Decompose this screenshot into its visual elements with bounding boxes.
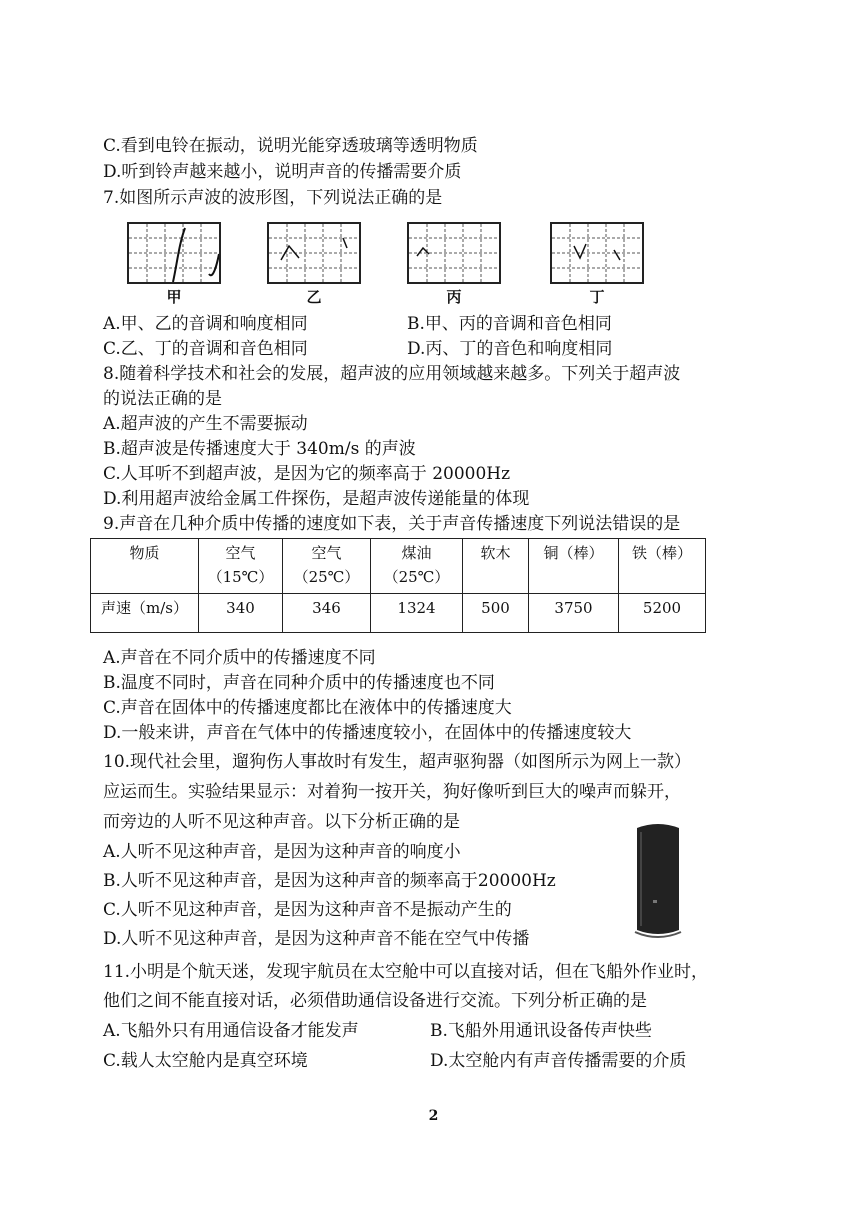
table-cell: 500 [463,594,529,633]
table-cell: 346 [283,594,371,633]
table-cell: 5200 [619,594,706,633]
q9-stem: 9.声音在几种介质中传播的速度如下表，关于声音传播速度下列说法错误的是 [103,514,681,534]
q9-option-a: A.声音在不同介质中的传播速度不同 [103,648,376,668]
q8-stem: 8.随着科学技术和社会的发展，超声波的应用领域越来越多。下列关于超声波 [103,364,681,384]
waveform-figure [127,222,667,286]
waveform-bing [407,222,501,284]
waveform-label-yi: 乙 [306,288,322,306]
q10-stem-cont: 应运而生。实验结果显示：对着狗一按开关，狗好像听到巨大的噪声而躲开， [103,782,681,802]
q6-option-c: C.看到电铃在振动，说明光能穿透玻璃等透明物质 [103,136,478,156]
q8-option-a: A.超声波的产生不需要振动 [103,414,308,434]
header-cell: 软木 [463,539,529,594]
q9-option-b: B.温度不同时，声音在同种介质中的传播速度也不同 [103,673,495,693]
table-row [91,594,706,633]
q7-option-a: A.甲、乙的音调和响度相同 [103,314,308,334]
table-cell: 声速（m/s） [91,594,199,633]
q11-stem-cont: 他们之间不能直接对话，必须借助通信设备进行交流。下列分析正确的是 [103,991,647,1011]
waveform-jia [127,222,221,284]
header-cell: 空气 （15℃） [199,539,283,594]
waveform-label-jia: 甲 [166,288,182,306]
q8-option-d: D.利用超声波给金属工件探伤，是超声波传递能量的体现 [103,489,530,509]
q10-stem-cont2: 而旁边的人听不见这种声音。以下分析正确的是 [103,812,460,832]
q7-option-b: B.甲、丙的音调和音色相同 [407,314,612,334]
q11-option-b: B.飞船外用通讯设备传声快些 [430,1021,652,1041]
q8-option-c: C.人耳听不到超声波，是因为它的频率高于 20000Hz [103,464,511,484]
table-header-row [91,539,706,594]
q11-option-a: A.飞船外只有用通信设备才能发声 [103,1021,359,1041]
q10-option-b: B.人听不见这种声音，是因为这种声音的频率高于20000Hz [103,871,556,891]
waveform-label-bing: 丙 [446,288,462,306]
header-cell: 煤油 （25℃） [371,539,463,594]
waveform-label-ding: 丁 [589,288,605,306]
table-cell: 1324 [371,594,463,633]
q10-option-a: A.人听不见这种声音，是因为这种声音的响度小 [103,842,461,862]
q6-option-d: D.听到铃声越来越小，说明声音的传播需要介质 [103,162,462,182]
q11-option-c: C.载人太空舱内是真空环境 [103,1051,308,1071]
q7-option-c: C.乙、丁的音调和音色相同 [103,339,308,359]
q10-option-c: C.人听不见这种声音，是因为这种声音不是振动产生的 [103,900,512,920]
waveform-yi [267,222,361,284]
q7-option-d: D.丙、丁的音色和响度相同 [407,339,613,359]
header-cell: 铜（棒） [529,539,619,594]
ultrasonic-dog-repeller-image [633,822,683,940]
table-cell: 340 [199,594,283,633]
q10-option-d: D.人听不见这种声音，是因为这种声音不能在空气中传播 [103,929,530,949]
table-cell: 3750 [529,594,619,633]
page-number: 2 [428,1108,439,1124]
q8-option-b: B.超声波是传播速度大于 340m/s 的声波 [103,439,416,459]
q7-stem: 7.如图所示声波的波形图，下列说法正确的是 [103,188,443,208]
q9-option-d: D.一般来讲，声音在气体中的传播速度较小，在固体中的传播速度较大 [103,723,632,743]
q8-stem-cont: 的说法正确的是 [103,389,222,409]
header-cell: 物质 [91,539,199,594]
header-cell: 空气 （25℃） [283,539,371,594]
sound-speed-table [90,538,706,633]
header-cell: 铁（棒） [619,539,706,594]
waveform-ding [550,222,644,284]
q9-option-c: C.声音在固体中的传播速度都比在液体中的传播速度大 [103,698,512,718]
q11-option-d: D.太空舱内有声音传播需要的介质 [430,1051,687,1071]
q11-stem: 11.小明是个航天迷，发现宇航员在太空舱中可以直接对话，但在飞船外作业时， [103,962,709,982]
q10-stem: 10.现代社会里，遛狗伤人事故时有发生，超声驱狗器（如图所示为网上一款） [103,752,692,772]
